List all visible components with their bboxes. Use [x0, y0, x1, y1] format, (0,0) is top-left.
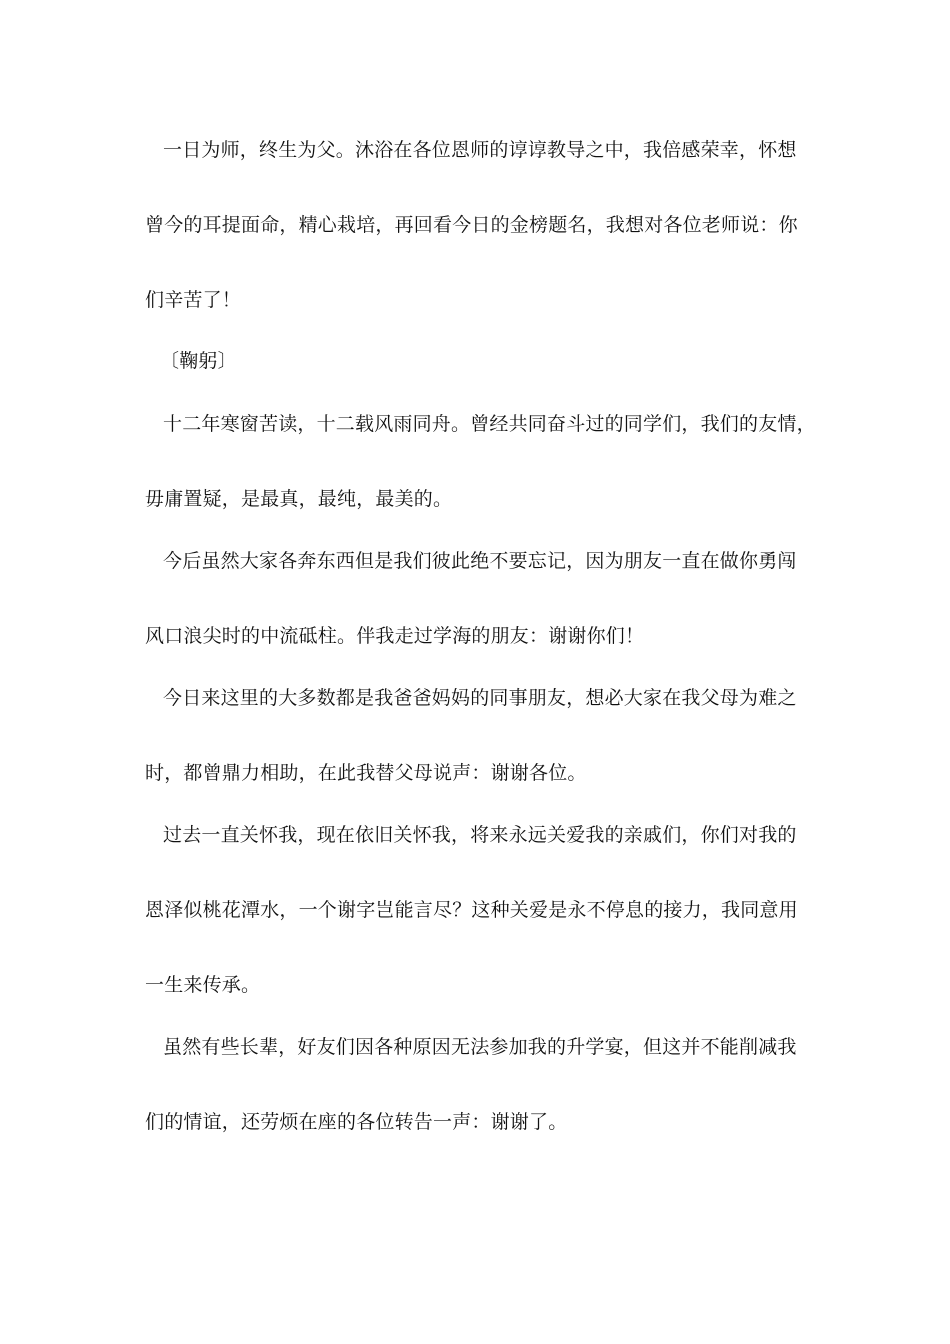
paragraph-friends-line-2: 风口浪尖时的中流砥柱。伴我走过学海的朋友：谢谢你们！ — [145, 625, 645, 647]
paragraph-relatives-line-1: 过去一直关怀我，现在依旧关怀我，将来永远关爱我的亲戚们，你们对我的 — [163, 824, 797, 846]
paragraph-teachers-line-2: 曾今的耳提面命，精心栽培，再回看今日的金榜题名，我想对各位老师说：你 — [145, 214, 798, 236]
paragraph-colleagues-line-2: 时，都曾鼎力相助，在此我替父母说声：谢谢各位。 — [145, 762, 587, 784]
paragraph-elders-line-1: 虽然有些长辈，好友们因各种原因无法参加我的升学宴，但这并不能削减我 — [163, 1036, 797, 1058]
paragraph-classmates-line-2: 毋庸置疑，是最真，最纯，最美的。 — [145, 488, 453, 510]
paragraph-elders-line-2: 们的情谊，还劳烦在座的各位转告一声：谢谢了。 — [145, 1111, 568, 1133]
paragraph-colleagues-line-1: 今日来这里的大多数都是我爸爸妈妈的同事朋友，想必大家在我父母为难之 — [163, 687, 797, 709]
paragraph-friends-line-1: 今后虽然大家各奔东西但是我们彼此绝不要忘记，因为朋友一直在做你勇闯 — [163, 550, 797, 572]
paragraph-teachers-line-1: 一日为师，终生为父。沐浴在各位恩师的谆谆教导之中，我倍感荣幸，怀想 — [163, 139, 797, 161]
paragraph-classmates-line-1: 十二年寒窗苦读，十二载风雨同舟。曾经共同奋斗过的同学们，我们的友情， — [163, 413, 816, 435]
paragraph-relatives-line-3: 一生来传承。 — [145, 974, 261, 996]
paragraph-relatives-line-2: 恩泽似桃花潭水，一个谢字岂能言尽？这种关爱是永不停息的接力，我同意用 — [145, 899, 798, 921]
paragraph-bow: 〔鞠躬〕 — [160, 350, 237, 372]
paragraph-teachers-line-3: 们辛苦了！ — [145, 289, 242, 311]
